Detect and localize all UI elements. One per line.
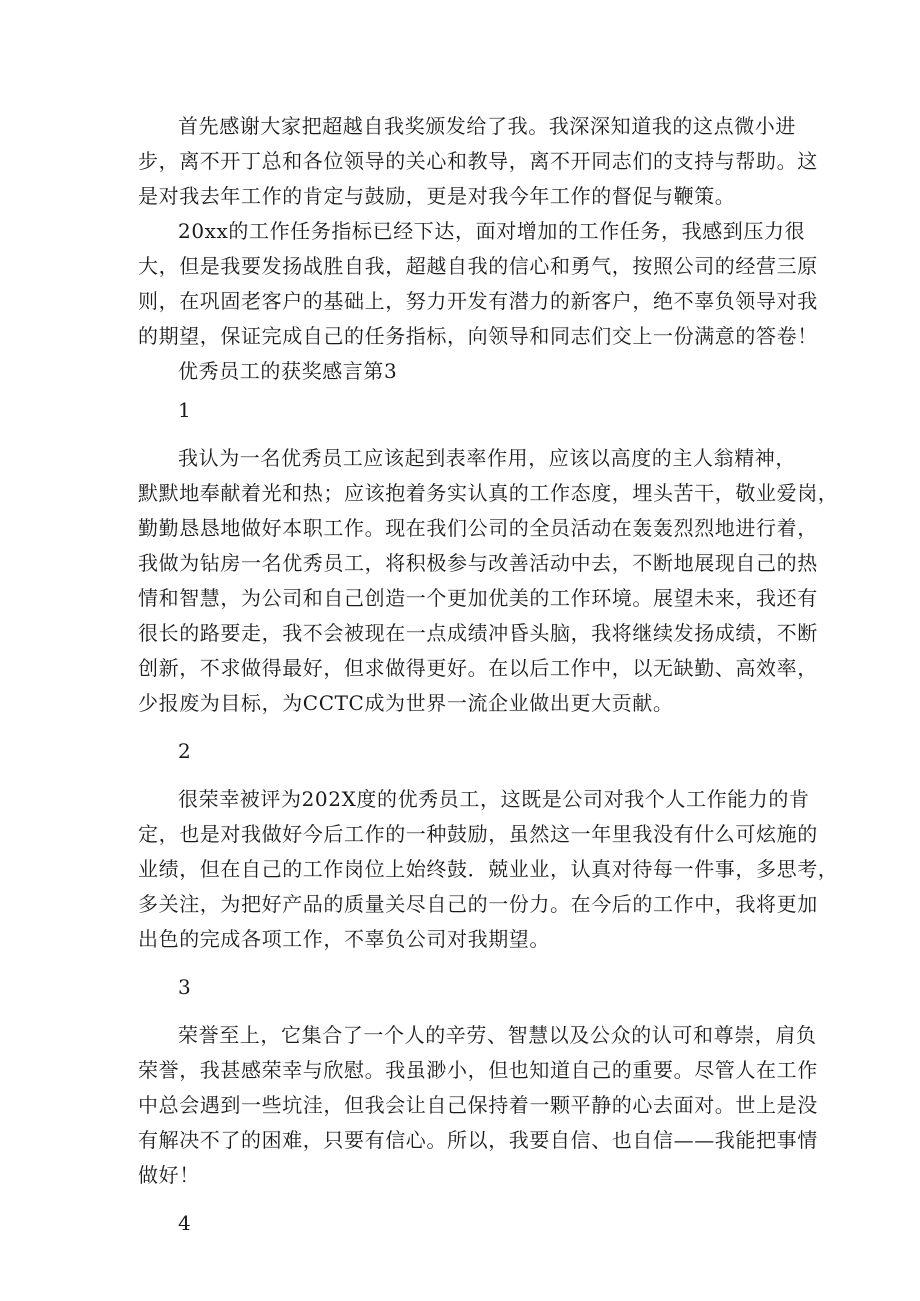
text-line: 我认为一名优秀员工应该起到表率作用，应该以高度的主人翁精神， bbox=[178, 446, 796, 470]
text-line: 的期望，保证完成自己的任务指标，向领导和同志们交上一份满意的答卷！ bbox=[138, 324, 818, 348]
text-line: 则，在巩固老客户的基础上，努力开发有潜力的新客户，绝不辜负领导对我 bbox=[138, 289, 818, 313]
paragraph-speech-2 bbox=[138, 782, 839, 957]
text-line: 少报废为目标，为CCTC成为世界一流企业做出更大贡献。 bbox=[138, 691, 674, 715]
text-line: 荣誉至上，它集合了一个人的辛劳、智慧以及公众的认可和尊崇，肩负 bbox=[178, 1023, 817, 1047]
text-line: 我做为钻房一名优秀员工，将积极参与改善活动中去，不断地展现自己的热 bbox=[138, 551, 818, 575]
text-line: 定，也是对我做好今后工作的一种鼓励，虽然这一年里我没有什么可炫施的 bbox=[138, 822, 818, 846]
paragraph-speech-3 bbox=[138, 1018, 818, 1193]
text-line: 勤勤恳恳地做好本职工作。现在我们公司的全员活动在轰轰烈烈地进行着， bbox=[138, 516, 818, 540]
text-line: 很长的路要走，我不会被现在一点成绩冲昏头脑，我将继续发扬成绩，不断 bbox=[138, 621, 818, 645]
text-line: 做好！ bbox=[138, 1163, 200, 1187]
section-number: 1 bbox=[178, 398, 191, 422]
section-heading: 优秀员工的获奖感言第3 bbox=[178, 359, 398, 383]
text-line: 情和智慧，为公司和自己创造一个更加优美的工作环境。展望未来，我还有 bbox=[138, 586, 818, 610]
text-line: 业绩，但在自己的工作岗位上始终鼓．兢业业，认真对待每一件事，多思考， bbox=[138, 857, 839, 881]
text-line: 很荣幸被评为202X度的优秀员工，这既是公司对我个人工作能力的肯 bbox=[178, 787, 810, 811]
paragraph-goals bbox=[138, 214, 818, 354]
section-number: 2 bbox=[178, 739, 191, 763]
text-line: 步，离不开丁总和各位领导的关心和教导，离不开同志们的支持与帮助。这 bbox=[138, 149, 818, 173]
section-number: 3 bbox=[178, 975, 191, 999]
text-line: 中总会遇到一些坑洼，但我会让自己保持着一颗平静的心去面对。世上是没 bbox=[138, 1093, 818, 1117]
text-line: 多关注，为把好产品的质量关尽自己的一份力。在今后的工作中，我将更加 bbox=[138, 892, 818, 916]
text-line: 出色的完成各项工作，不辜负公司对我期望。 bbox=[138, 927, 550, 951]
text-line: 是对我去年工作的肯定与鼓励，更是对我今年工作的督促与鞭策。 bbox=[138, 184, 736, 208]
paragraph-thanks bbox=[138, 109, 818, 214]
text-line: 20xx的工作任务指标已经下达，面对增加的工作任务，我感到压力很 bbox=[178, 219, 806, 243]
paragraph-speech-1 bbox=[138, 441, 839, 721]
text-line: 默默地奉献着光和热；应该抱着务实认真的工作态度，埋头苦干，敬业爱岗， bbox=[138, 481, 839, 505]
text-line: 荣誉，我甚感荣幸与欣慰。我虽渺小，但也知道自己的重要。尽管人在工作 bbox=[138, 1058, 818, 1082]
document-page bbox=[138, 109, 839, 1241]
section-number: 4 bbox=[178, 1211, 191, 1235]
text-line: 首先感谢大家把超越自我奖颁发给了我。我深深知道我的这点微小进 bbox=[178, 114, 796, 138]
text-line: 有解决不了的困难，只要有信心。所以，我要自信、也自信——我能把事情 bbox=[138, 1128, 818, 1152]
text-line: 大，但是我要发扬战胜自我，超越自我的信心和勇气，按照公司的经营三原 bbox=[138, 254, 818, 278]
text-line: 创新，不求做得最好，但求做得更好。在以后工作中，以无缺勤、高效率， bbox=[138, 656, 818, 680]
